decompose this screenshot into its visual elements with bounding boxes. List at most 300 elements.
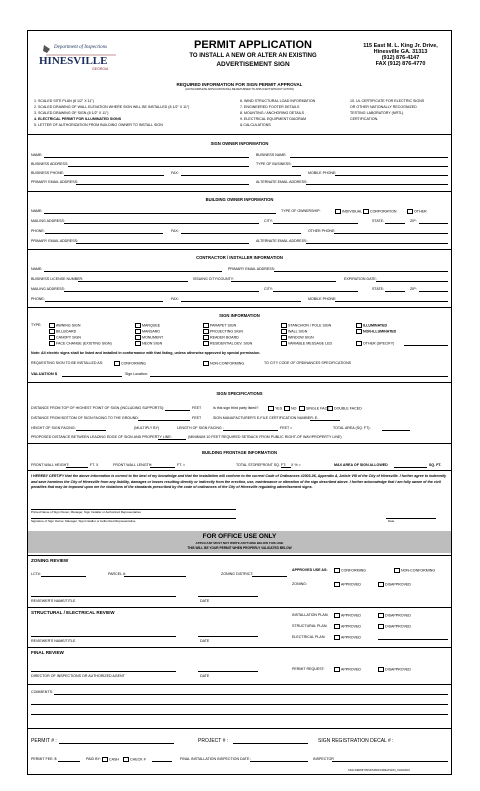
option-label: NON-CONFORMING: [401, 568, 436, 573]
so-business-address-field[interactable]: [68, 166, 249, 167]
bo-corporation-option[interactable]: [363, 209, 397, 214]
ct-license-field[interactable]: [78, 281, 188, 282]
option-label: NO: [291, 406, 297, 411]
so-mobile-label: MOBILE PHONE:: [308, 171, 337, 175]
checkbox[interactable]: [268, 406, 274, 411]
option-label: WALL SIGN: [288, 329, 308, 334]
sign-type-mansard[interactable]: [135, 329, 160, 334]
required-item-5: 5. LETTER OF AUTHORIZATION FROM BUILDING OWNER TO INSTALL SIGN: [34, 123, 163, 127]
setback-field[interactable]: [158, 439, 186, 440]
ct-primary-email-label: PRIMARY EMAIL ADDRESS:: [228, 267, 276, 271]
third-party-label: Is this sign third party listed?: [213, 406, 259, 410]
so-fax-field[interactable]: [181, 175, 301, 176]
printed-name-label: Printed Name of Sign Owner, Manager, Sign Installer or Authorized Representative: [31, 510, 141, 514]
structural-reviewer-field[interactable]: [31, 636, 176, 637]
ct-city-label: CITY:: [264, 287, 273, 291]
final-date-label: DATE: [200, 674, 210, 678]
final-approved[interactable]: [334, 667, 361, 672]
ct-issuing-field[interactable]: [231, 281, 336, 282]
valuation-field[interactable]: [62, 376, 122, 377]
ct-phone-label: PHONE:: [31, 297, 45, 301]
checkbox[interactable]: [394, 568, 400, 573]
so-business-phone-field[interactable]: [64, 175, 164, 176]
required-item-8: 8. MOUNTING / ANCHORING DETAILS: [240, 111, 305, 115]
sign-type-canopy[interactable]: [49, 335, 81, 340]
sign-type-window[interactable]: [281, 335, 314, 340]
checkbox[interactable]: [356, 329, 362, 334]
permit-form: [27, 30, 452, 775]
inspector-label: INSPECTOR: [313, 757, 334, 761]
subtitle-1: TO INSTALL A NEW OR ALTER AN EXISTING: [189, 53, 317, 59]
third-party-no[interactable]: [284, 406, 296, 411]
ct-mailing-field[interactable]: [64, 291, 259, 292]
requesting-label: REQUESTING SIGN TO BE INSTALLED AS:: [31, 361, 104, 365]
sign-type-variable[interactable]: [281, 341, 332, 346]
ct-issuing-label: ISSUING CITY/COUNTY:: [193, 277, 234, 281]
sign-illuminated[interactable]: [356, 323, 387, 328]
project-number-field[interactable]: [233, 743, 308, 744]
so-business-phone-label: BUSINESS PHONE:: [31, 171, 64, 175]
bo-other-option[interactable]: [407, 209, 427, 214]
zoning-disapproved[interactable]: [378, 582, 411, 587]
sign-type-neon[interactable]: [135, 341, 162, 346]
permit-fee-label: PERMIT FEE: $: [31, 757, 57, 761]
checkbox[interactable]: [356, 323, 362, 328]
checkbox[interactable]: [203, 335, 209, 340]
lct-field[interactable]: [41, 576, 86, 577]
ct-mailing-label: MAILING ADDRESS:: [31, 287, 65, 291]
building-owner-title: BUILDING OWNER INFORMATION: [205, 197, 274, 202]
checkbox[interactable]: [203, 323, 209, 328]
zoning-district-label: ZONING DISTRICT:: [221, 572, 254, 576]
option-label: DOUBLE FACED: [334, 406, 362, 411]
total-storefront-label: TOTAL STOREFRONT SQ. FT:: [236, 463, 286, 467]
option-label: CONFORMING: [341, 568, 366, 573]
ct-license-label: BUSINESS LICENSE NUMBER:: [31, 277, 84, 281]
required-item-7: 7. ENGINEERED FOOTER DETAILS: [240, 105, 300, 109]
required-item-10c: TESTING LABORATORY (NRTL): [350, 111, 404, 115]
spec-bottom-field[interactable]: [138, 420, 190, 421]
certification-text: I HEREBY CERTIFY that the above information is correct to the best of my knowledge and that the installation will conform to the current Code of Ordinances #2003-06, Appendix A, Article VIII of the City of Hinesville. I further agree to indemnify and save harmless the City of Hinesville from any liability, damages or losses resulting directly or indirectly from the erection, use, maintenance or alteration of the sign described above. I further acknowledge that I am fully aware of the civil penalties that may be imposed upon me for violations of the standards prescribed by the code of ordinances of the City of Hinesville regulating advertisement signs.: [31, 474, 447, 489]
so-alt-email-field[interactable]: [306, 184, 448, 185]
option-label: CASH: [109, 757, 119, 762]
checkbox[interactable]: [281, 335, 287, 340]
so-primary-email-label: PRIMARY EMAIL ADDRESS:: [31, 180, 79, 184]
requesting-nonconforming[interactable]: [203, 361, 244, 366]
bo-phone-label: PHONE:: [31, 229, 45, 233]
inspector-field[interactable]: [332, 761, 448, 762]
final-date-field[interactable]: [198, 671, 258, 672]
bo-alt-email-field[interactable]: [306, 243, 448, 244]
required-item-2: 2. SCALED DRAWING OF WALL ELEVATION WHERE SIGN WILL BE INSTALLED (8 1/2" X 11"): [34, 105, 190, 109]
structural-title: STRUCTURAL / ELECTRICAL REVIEW: [31, 610, 115, 615]
front-height-label: FRONT WALL HEIGHT:: [31, 463, 70, 467]
bo-fax-field[interactable]: [181, 233, 301, 234]
paid-cash[interactable]: [102, 757, 119, 762]
checkbox[interactable]: [334, 635, 340, 640]
double-face-option[interactable]: [327, 406, 362, 411]
bo-other-label: OTHER: [414, 209, 427, 214]
sign-info-title: SIGN INFORMATION: [219, 313, 260, 318]
electrical-other-field[interactable]: [378, 639, 448, 640]
ct-city-field[interactable]: [273, 291, 358, 292]
address-1: 115 East M. L. King Jr. Drive,: [363, 43, 438, 49]
comments-line-1[interactable]: [54, 694, 448, 695]
approved-conforming[interactable]: [334, 568, 366, 573]
form-revision: SIGN PERMIT/INSP/UB/DON/REVISION_01/20/2016: [348, 769, 410, 772]
structural-disapproved[interactable]: [378, 624, 411, 629]
bo-mailing-label: MAILING ADDRESS:: [31, 219, 65, 223]
option-label: VARIABLE MESSAGE LED: [288, 341, 333, 346]
final-disapproved[interactable]: [378, 667, 411, 672]
structural-approved[interactable]: [334, 624, 361, 629]
option-label: CONFORMING: [121, 361, 146, 366]
front-height-field[interactable]: [66, 467, 88, 468]
sqft-label: SQ. FT.: [429, 463, 442, 467]
sign-note: Note: All electric signs shall be listed and installed in conformance with that listing, unless otherwise approved by special permission.: [31, 351, 261, 355]
bo-city-label: CITY:: [264, 219, 273, 223]
required-title: REQUIRED INFORMATION FOR SIGN PERMIT APPROVAL: [176, 82, 303, 87]
parcel-label: PARCEL #:: [108, 572, 126, 576]
checkbox[interactable]: [335, 209, 341, 214]
structural-reviewer-label: REVIEWER'S NAME/TITLE: [31, 639, 76, 643]
setback-note: (MINIMUM 10 FEET REQUIRED SETBACK FROM PUBLIC RIGHT-OF WAY/PROPERTY LINE): [188, 435, 342, 439]
checkbox[interactable]: [203, 361, 209, 366]
address-2: Hinesville GA. 31313: [373, 49, 428, 55]
option-label: DISAPPROVED: [385, 582, 411, 587]
sign-type-stanchion[interactable]: [281, 323, 331, 328]
lct-label: LCT#:: [31, 572, 41, 576]
max-area-field[interactable]: [394, 467, 427, 468]
option-label: ILLUMINATED: [363, 323, 388, 328]
option-label: NEON SIGN: [142, 341, 163, 346]
final-title: FINAL REVIEW: [31, 650, 64, 655]
ct-fax-label: FAX:: [171, 297, 179, 301]
option-label: APPROVED: [341, 667, 361, 672]
so-primary-email-field[interactable]: [76, 184, 249, 185]
so-name-label: NAME:: [31, 153, 43, 157]
ct-zip-field[interactable]: [419, 291, 448, 292]
front-length-field[interactable]: [150, 467, 175, 468]
bo-individual-label: INDIVIDUAL: [342, 209, 363, 214]
option-label: BILLBOARD: [56, 329, 77, 334]
zoning-reviewer-field[interactable]: [31, 596, 176, 597]
checkbox[interactable]: [135, 323, 141, 328]
checkbox[interactable]: [123, 757, 129, 762]
ct-name-field[interactable]: [44, 271, 222, 272]
option-label: CANOPY SIGN: [56, 335, 81, 340]
checkbox[interactable]: [378, 667, 384, 672]
third-party-yes[interactable]: [268, 406, 282, 411]
required-item-6: 6. WIND STRUCTURAL LOAD INFORMATION: [240, 99, 316, 103]
checkbox[interactable]: [49, 323, 55, 328]
required-item-9b: & CALCULATIONS: [240, 123, 271, 127]
option-label: FACE CHANGE (EXISTING SIGN): [56, 341, 112, 346]
option-label: MANSARD: [142, 329, 160, 334]
option-label: AWNING SIGN: [56, 323, 81, 328]
ct-mobile-field[interactable]: [335, 301, 448, 302]
required-item-10: 10. UL CERTIFICATE FOR ELECTRIC SIGNS: [350, 99, 425, 103]
checkbox[interactable]: [49, 341, 55, 346]
option-label: READER BOARD: [210, 335, 239, 340]
spec-top-field[interactable]: [165, 410, 190, 411]
required-item-1: 1. SCALED SITE PLAN (8 1/2" X 11"): [34, 99, 94, 103]
total-area-field[interactable]: [382, 430, 410, 431]
zoning-district-field[interactable]: [252, 576, 287, 577]
bo-name-label: NAME:: [31, 209, 43, 213]
required-item-4: 4. ELECTRICAL PERMIT FOR ILLUMINATED SIGNS: [34, 117, 122, 121]
approved-nonconforming[interactable]: [394, 568, 435, 573]
check-number-field[interactable]: [152, 761, 172, 762]
checkbox[interactable]: [102, 757, 108, 762]
logo-dept: Department of Inspections: [54, 45, 108, 50]
option-label: DISAPPROVED: [385, 613, 411, 618]
spec-bottom-label: DISTANCE FROM BOTTOM OF SIGN FACING TO THE GROUND:: [31, 416, 139, 420]
checkbox[interactable]: [334, 568, 340, 573]
sign-other[interactable]: [356, 341, 394, 346]
hinesville-logo: [34, 43, 124, 71]
checkbox[interactable]: [281, 341, 287, 346]
bo-state-field[interactable]: [385, 223, 405, 224]
permit-request-label: PERMIT REQUEST:: [292, 667, 325, 671]
checkbox[interactable]: [378, 613, 384, 618]
bo-other-phone-field[interactable]: [334, 233, 448, 234]
so-type-business-label: TYPE OF BUSINESS:: [256, 162, 292, 166]
total-storefront-field[interactable]: [281, 467, 291, 468]
sign-non-illuminated[interactable]: [356, 329, 396, 334]
contractor-title: CONTRACTOR / INSTALLER INFORMATION: [196, 255, 283, 260]
signature-label: Signature of Sign Owner, Manager, Sign Installer or Authorized Representative: [31, 519, 136, 523]
sign-type-awning[interactable]: [49, 323, 80, 328]
so-mobile-field[interactable]: [335, 175, 448, 176]
ct-zip-label: ZIP:: [410, 287, 417, 291]
decal-number-label: SIGN REGISTRATION DECAL # :: [318, 738, 394, 744]
sign-type-face-change[interactable]: [49, 341, 112, 346]
so-business-name-label: BUSINESS NAME:: [256, 153, 287, 157]
install-approved[interactable]: [334, 613, 361, 618]
project-number-label: PROJECT # :: [198, 738, 229, 744]
bo-primary-email-label: PRIMARY EMAIL ADDRESS:: [31, 239, 79, 243]
so-business-name-field[interactable]: [290, 157, 448, 158]
option-label: APPROVED: [341, 635, 361, 640]
spec-bottom-feet: FEET: [192, 416, 202, 420]
pct: X % =: [291, 463, 301, 467]
checkbox[interactable]: [135, 329, 141, 334]
structural-date-field[interactable]: [198, 636, 258, 637]
height-label: HEIGHT OF SIGN FACING:: [31, 426, 76, 430]
approved-use-label: APPROVED USE AS:: [292, 568, 328, 572]
so-alt-email-label: ALTERNATE EMAIL ADDRESS:: [256, 180, 308, 184]
structural-date-label: DATE: [200, 639, 210, 643]
option-label: YES: [275, 406, 283, 411]
logo-state: GEORGIA: [92, 67, 109, 71]
checkbox[interactable]: [281, 323, 287, 328]
checkbox[interactable]: [135, 335, 141, 340]
ct-phone-field[interactable]: [45, 301, 163, 302]
bo-alt-email-label: ALTERNATE EMAIL ADDRESS:: [256, 239, 308, 243]
required-item-9: 9. ELECTRICAL EQUIPMENT DIAGRAM: [240, 117, 307, 121]
bo-zip-field[interactable]: [419, 223, 448, 224]
checkbox[interactable]: [378, 582, 384, 587]
so-business-address-label: BUSINESS ADDRESS:: [31, 162, 69, 166]
office-sub1: APPLICANT MUST NOT WRITE ANYTHING BELOW THIS LINE: [195, 541, 284, 545]
spec-top-label: DISTANCE FROM TOP OF HIGHEST POINT OF SIGN (INCLUDING SUPPORTS):: [31, 406, 165, 410]
option-label: DISAPPROVED: [385, 667, 411, 672]
option-label: PARAPET SIGN: [210, 323, 237, 328]
page-title: PERMIT APPLICATION: [194, 39, 312, 51]
bo-primary-email-field[interactable]: [76, 243, 249, 244]
certify-date-label: Date: [388, 519, 395, 523]
bo-state-label: STATE:: [372, 219, 385, 223]
director-field[interactable]: [31, 671, 176, 672]
paid-check[interactable]: [123, 757, 146, 762]
checkbox[interactable]: [378, 624, 384, 629]
option-label: APPROVED: [341, 624, 361, 629]
ft-eq: FT. =: [177, 463, 186, 467]
sign-type-projecting[interactable]: [203, 329, 243, 334]
checkbox[interactable]: [281, 329, 287, 334]
ct-expiration-label: EXPIRATION DATE:: [344, 277, 377, 281]
option-label: PROJECTING SIGN: [210, 329, 243, 334]
checkbox[interactable]: [203, 341, 209, 346]
checkbox[interactable]: [327, 406, 333, 411]
bo-zip-label: ZIP:: [410, 219, 417, 223]
parcel-field[interactable]: [124, 576, 186, 577]
so-type-business-field[interactable]: [292, 166, 448, 167]
valuation-label: VALUATION $: [31, 371, 58, 376]
so-name-field[interactable]: [44, 157, 249, 158]
option-label: DISAPPROVED: [385, 624, 411, 629]
bo-city-field[interactable]: [273, 223, 358, 224]
option-label: MARQUEE: [142, 323, 161, 328]
bo-individual-option[interactable]: [335, 209, 362, 214]
final-inspection-label: FINAL INSTALLATION INSPECTION DATE :: [180, 757, 252, 761]
ct-expiration-field[interactable]: [376, 281, 448, 282]
length-field[interactable]: [223, 430, 278, 431]
sign-type-reader[interactable]: [203, 335, 239, 340]
bo-other-phone-label: OTHER PHONE:: [308, 229, 336, 233]
ct-state-field[interactable]: [385, 291, 405, 292]
checkbox[interactable]: [114, 361, 120, 366]
sign-owner-title: SIGN OWNER INFORMATION: [210, 141, 269, 146]
install-disapproved[interactable]: [378, 613, 411, 618]
option-label: APPROVED: [341, 582, 361, 587]
office-fax: FAX (912) 876-4770: [375, 61, 426, 67]
checkbox[interactable]: [284, 406, 290, 411]
option-label: MONUMENT: [142, 335, 164, 340]
max-area-label: MAX AREA OF SIGN ALLOWED: [334, 463, 388, 467]
so-fax-label: FAX:: [171, 171, 179, 175]
sign-type-marquee[interactable]: [135, 323, 160, 328]
option-label: RESIDENTIAL DEV. SIGN: [210, 341, 253, 346]
install-plan-label: INSTALLATION PLAN:: [292, 613, 329, 617]
zoning-approved[interactable]: [334, 582, 361, 587]
ct-name-label: NAME:: [31, 267, 43, 271]
checkbox[interactable]: [334, 582, 340, 587]
checkbox[interactable]: [49, 329, 55, 334]
requesting-code: TO CITY CODE OF ORDINANCES SPECIFICATIONS: [264, 361, 352, 365]
permit-number-field[interactable]: [59, 743, 174, 744]
sign-type-billboard[interactable]: [49, 329, 76, 334]
comments-line-3[interactable]: [31, 714, 448, 715]
spec-top-feet: FEET: [192, 406, 202, 410]
requesting-conforming[interactable]: [114, 361, 146, 366]
office-phone: (912) 876-4147: [381, 55, 420, 61]
director-label: DIRECTOR OF INSPECTIONS OR AUTHORIZED AGENT: [31, 674, 125, 678]
electrical-plan-label: ELECTRICAL PLAN:: [292, 635, 326, 639]
specs-title: SIGN SPECIFICATIONS: [216, 391, 263, 396]
feet-equals: FEET =: [280, 426, 293, 430]
sign-type-label: TYPE:: [31, 323, 42, 327]
structural-plan-label: STRUCTURAL PLAN:: [292, 624, 328, 628]
required-note: (AN INCOMPLETE APPLICATION WILL BE RETURNED TO APPLICANT WITHOUT ACTION): [185, 88, 294, 91]
zoning-date-field[interactable]: [198, 596, 258, 597]
sign-type-parapet[interactable]: [203, 323, 236, 328]
bo-ownership-label: TYPE OF OWNERSHIP:: [281, 209, 321, 213]
multiply-label: (MULTIPLY BY): [134, 426, 160, 430]
checkbox[interactable]: [334, 613, 340, 618]
comments-line-2[interactable]: [31, 704, 448, 705]
bo-name-field[interactable]: [44, 213, 276, 214]
checkbox[interactable]: [363, 209, 369, 214]
ft-x: FT. X: [90, 463, 99, 467]
checkbox[interactable]: [203, 329, 209, 334]
checkbox[interactable]: [299, 406, 305, 411]
sign-type-wall[interactable]: [281, 329, 307, 334]
ct-fax-field[interactable]: [181, 301, 301, 302]
checkbox[interactable]: [407, 209, 413, 214]
checkbox[interactable]: [49, 335, 55, 340]
office-title: FOR OFFICE USE ONLY: [202, 533, 277, 540]
sign-type-residential[interactable]: [203, 341, 252, 346]
zoning-date-label: DATE: [200, 599, 210, 603]
location-field[interactable]: [150, 376, 448, 377]
total-area-label: TOTAL AREA (SQ. FT):: [333, 426, 371, 430]
front-length-label: FRONT WALL LENGTH:: [113, 463, 153, 467]
subtitle-2: ADVERTISEMENT SIGN: [216, 61, 290, 68]
checkbox[interactable]: [334, 624, 340, 629]
paid-by-label: PAID BY:: [86, 757, 101, 761]
option-label: STANCHION / POLE SIGN: [288, 323, 332, 328]
sign-type-monument[interactable]: [135, 335, 163, 340]
ct-state-label: STATE:: [372, 287, 385, 291]
checkbox[interactable]: [356, 341, 362, 346]
logo-city: HINESVILLE: [39, 55, 108, 67]
length-label: LENGTH OF SIGN FACING :: [177, 426, 224, 430]
zoning-title: ZONING REVIEW: [31, 558, 69, 563]
efile-field[interactable]: [310, 420, 340, 421]
permit-number-label: PERMIT # :: [31, 738, 57, 744]
option-label: CHECK #: [130, 757, 146, 762]
bo-mailing-field[interactable]: [64, 223, 259, 224]
option-label: WINDOW SIGN: [288, 335, 314, 340]
height-field[interactable]: [76, 430, 106, 431]
single-face-option[interactable]: [299, 406, 330, 411]
checkbox[interactable]: [334, 667, 340, 672]
bo-phone-field[interactable]: [45, 233, 163, 234]
zoning-label: ZONING:: [292, 582, 307, 586]
final-inspection-field[interactable]: [250, 761, 308, 762]
checkbox[interactable]: [135, 341, 141, 346]
zoning-reviewer-label: REVIEWER'S NAME/TITLE: [31, 599, 76, 603]
electrical-approved[interactable]: [334, 635, 361, 640]
sign-other-field[interactable]: [404, 345, 448, 346]
permit-fee-field[interactable]: [58, 761, 80, 762]
required-item-10b: OR OTHER NATIONALLY RECOGNIZED: [350, 105, 417, 109]
required-item-3: 3. SCALED DRAWING OF SIGN (8 1/2" X 11"): [34, 111, 109, 115]
ct-primary-email-field[interactable]: [274, 271, 448, 272]
option-label: OTHER (SPECIFY): [363, 341, 395, 346]
